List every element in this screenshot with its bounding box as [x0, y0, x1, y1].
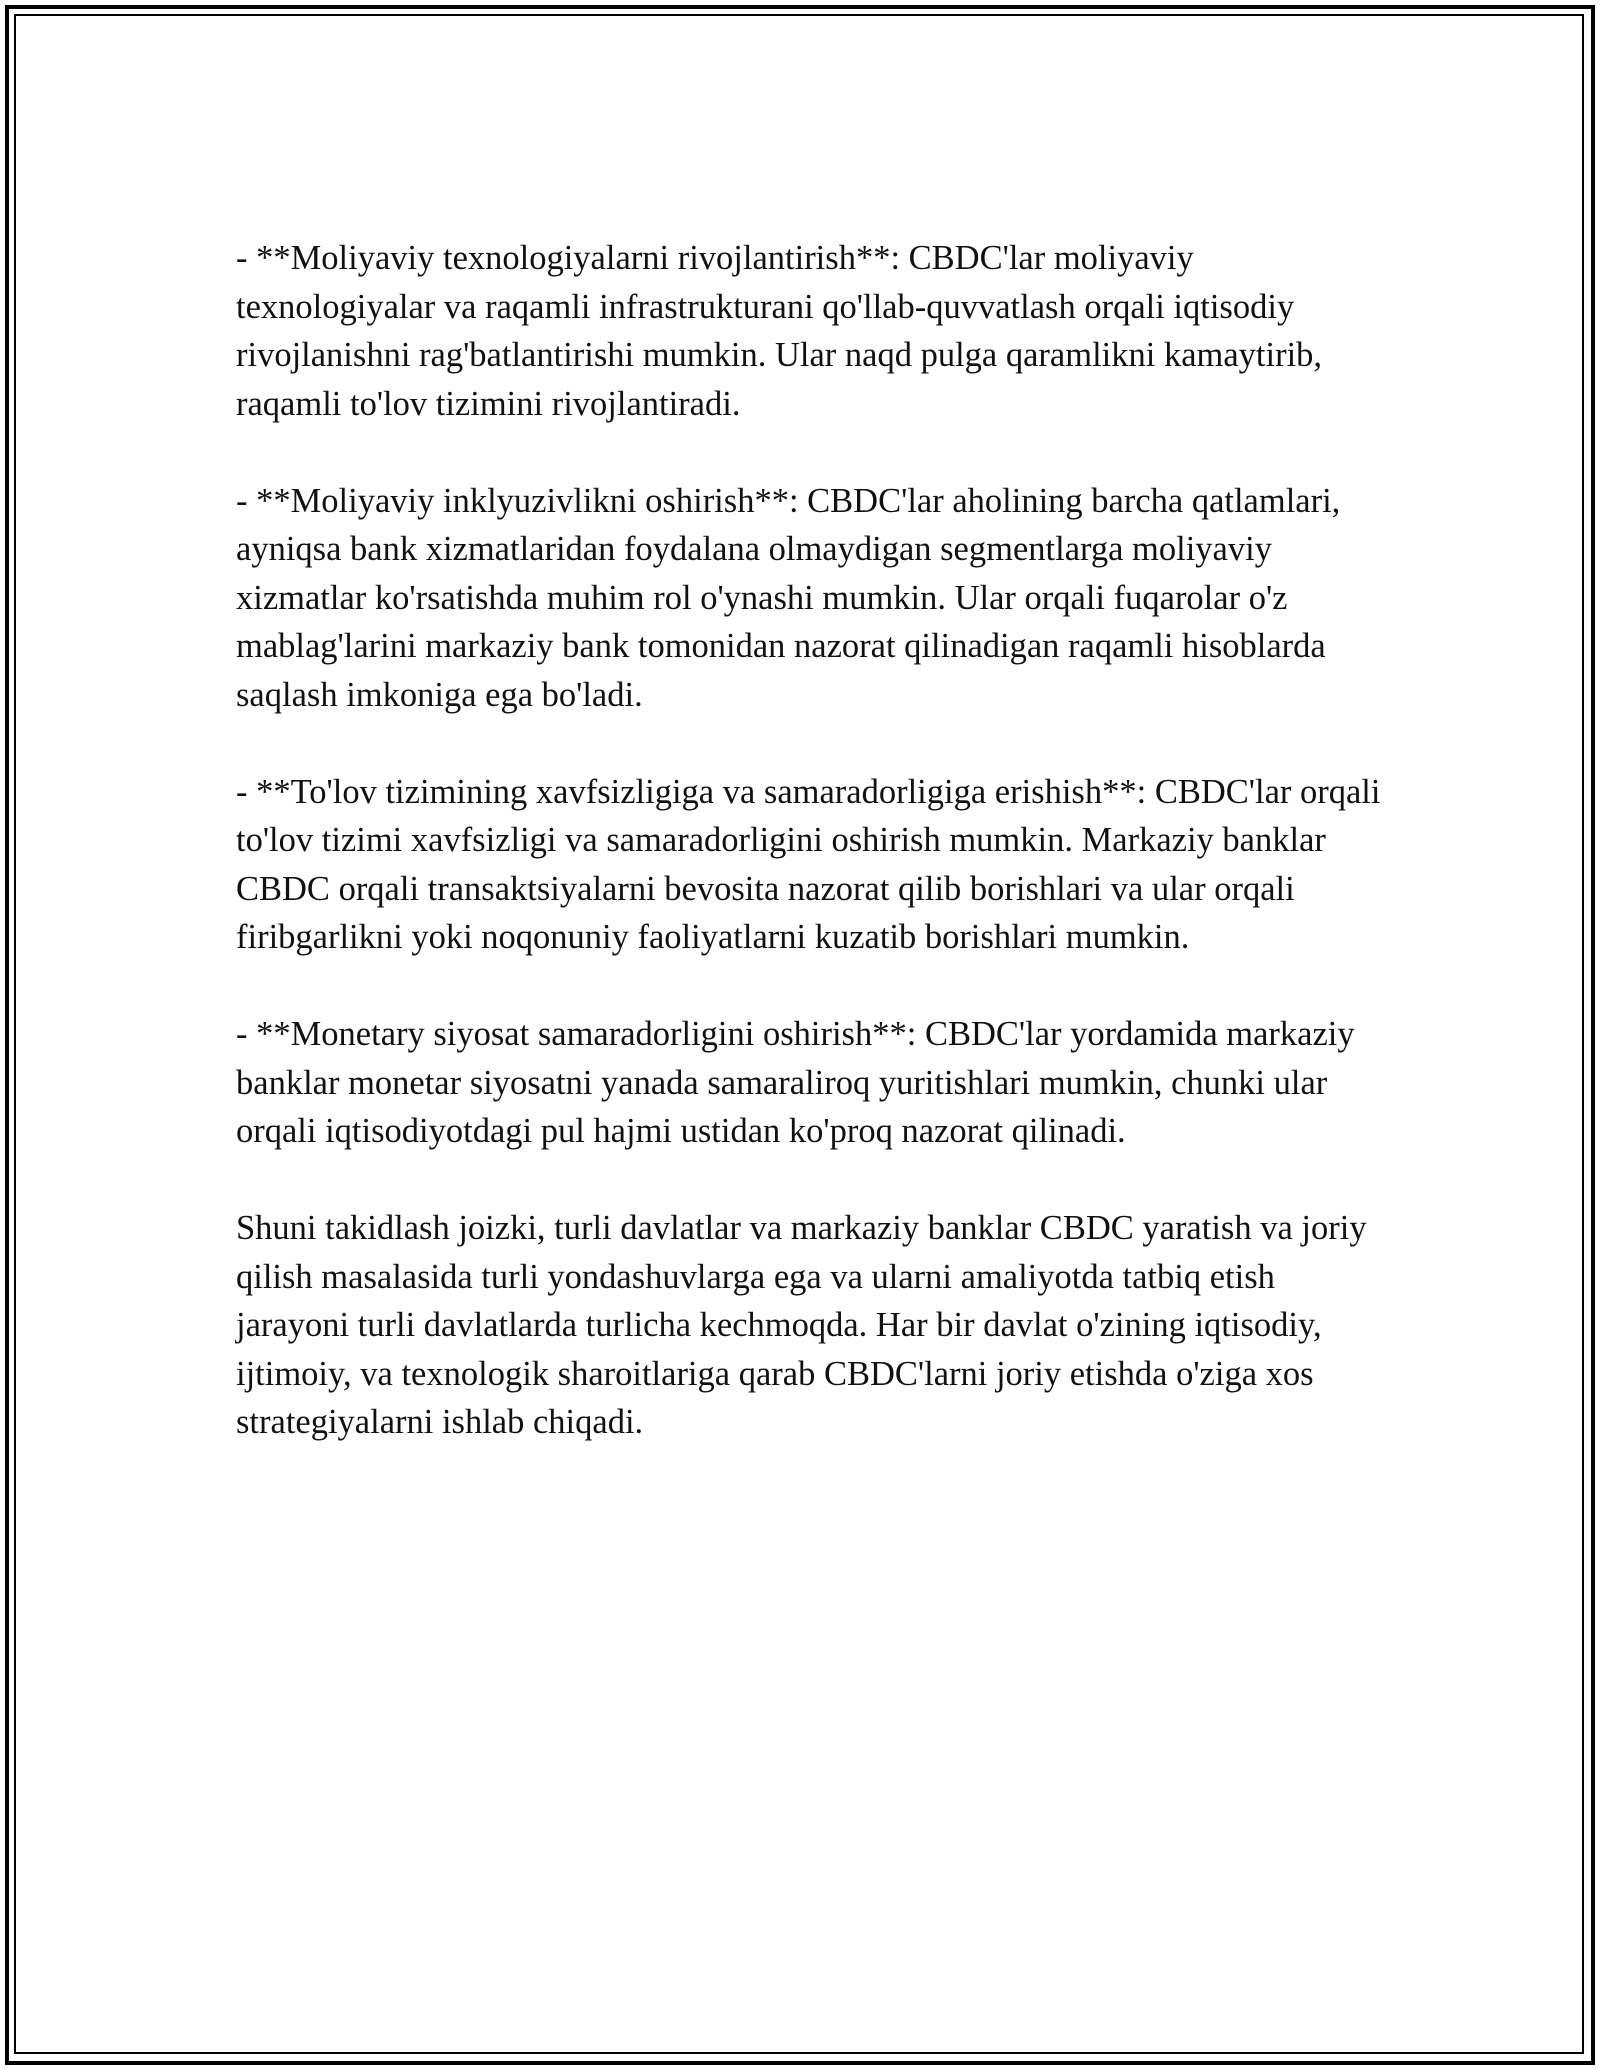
paragraph-fintech: - **Moliyaviy texnologiyalarni rivojlantirish**: CBDC'lar moliyaviy texnologiyalar va raqamli infrastrukturani qo'llab-quvvatlash orqali iqtisodiy rivojlanishni rag'batlantirishi mumkin. Ular naqd pulga qaramlikni kamaytirib, raqamli to'lov tizimini rivojlantiradi. [236, 239, 1323, 423]
paragraph-financial-inclusion: - **Moliyaviy inklyuzivlikni oshirish**: CBDC'lar aholining barcha qatlamlari, ayniqsa bank xizmatlaridan foydalana olmaydigan segmentlarga moliyaviy xizmatlar ko'rsatishda muhim rol o'ynashi mumkin. Ular orqali fuqarolar o'z mablag'larini markaziy bank tomonidan nazorat qilinadigan raqamli hisoblarda saqlash imkoniga ega bo'ladi. [236, 481, 1341, 714]
document-body [236, 234, 1386, 1447]
paragraph-payment-security: - **To'lov tizimining xavfsizligiga va samaradorligiga erishish**: CBDC'lar orqali to'lov tizimi xavfsizligi va samaradorligini oshirish mumkin. Markaziy banklar CBDC orqali transaktsiyalarni bevosita nazorat qilib borishlari va ular orqali firibgarlikni yoki noqonuniy faoliyatlarni kuzatib borishlari mumkin. [236, 772, 1381, 956]
paragraph-conclusion: Shuni takidlash joizki, turli davlatlar va markaziy banklar CBDC yaratish va joriy qilish masalasida turli yondashuvlarga ega va ularni amaliyotda tatbiq etish jarayoni turli davlatlarda turlicha kechmoqda. Har bir davlat o'zining iqtisodiy, ijtimoiy, va texnologik sharoitlariga qarab CBDC'larni joriy etishda o'ziga xos strategiyalarni ishlab chiqadi. [236, 1209, 1367, 1441]
paragraph-monetary-policy: - **Monetary siyosat samaradorligini oshirish**: CBDC'lar yordamida markaziy banklar monetar siyosatni yanada samaraliroq yuritishlari mumkin, chunki ular orqali iqtisodiyotdagi pul hajmi ustidan ko'proq nazorat qilinadi. [236, 1015, 1355, 1150]
